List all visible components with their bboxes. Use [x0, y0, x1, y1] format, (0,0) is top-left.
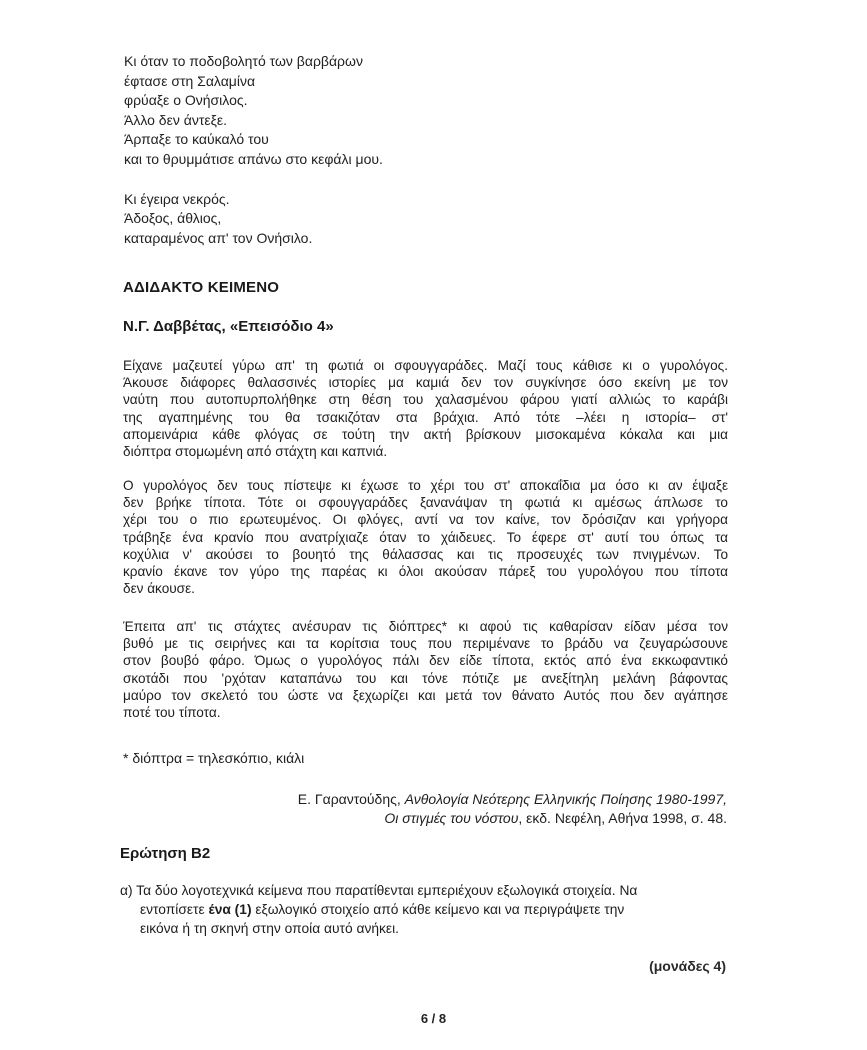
paragraph-line: Άκουσε διάφορες θαλασσινές ιστορίες μα καμιά δεν τον συγκίνησε όσο εκείνη με τον	[123, 375, 728, 391]
paragraph-line: ναύτη που αυτοπυρπολήθηκε στη θέση του χαλασμένου φάρου γιατί αλλιώς το καράβι	[123, 392, 728, 408]
question-line: α) Τα δύο λογοτεχνικά κείμενα που παρατίθενται εμπεριέχουν εξωλογικά στοιχεία. Να	[120, 883, 638, 898]
source-citation	[298, 790, 727, 828]
poem-line: έφτασε στη Σαλαμίνα	[124, 72, 256, 89]
page-number: 6 / 8	[420, 1011, 447, 1026]
paragraph-line: ποτέ του τίποτα.	[123, 705, 221, 721]
poem-line: Κι έγειρα νεκρός.	[124, 190, 230, 207]
poem-excerpt	[124, 52, 383, 248]
question-text	[120, 881, 727, 938]
paragraph-line: διόπτρα στομωμένη από στάχτη και καπνιά.	[123, 444, 388, 460]
citation-line-2	[298, 809, 727, 828]
poem-line: φρύαξε ο Ονήσιλος.	[124, 92, 248, 109]
paragraph-line: σκοτάδι που 'ρχόταν καταπάνω του και τόνε πότιζε με ανεξίτηλη μελάνη βάφοντας	[123, 670, 728, 686]
points-label: (μονάδες 4)	[649, 958, 726, 974]
poem-line: Άλλο δεν άντεξε.	[124, 111, 227, 128]
poem-line: Άρπαξε το καύκαλό του	[124, 131, 269, 148]
poem-line: Άδοξος, άθλιος,	[124, 210, 222, 227]
poem-line: Κι όταν το ποδοβολητό των βαρβάρων	[124, 53, 363, 69]
unseen-text-title: Ν.Γ. Δαββέτας, «Επεισόδιο 4»	[123, 318, 334, 335]
paragraph-line: Έπειτα απ' τις στάχτες ανέσυραν τις διόπτρες* κι αφού τις καθαρίσαν είδαν μέσα τον	[123, 619, 728, 634]
citation-line-1	[298, 790, 727, 809]
paragraph-line: κρανίο έκανε τον γύρο της παρέας κι όλοι ακούσαν πάρεξ του γυρολόγου που τίποτα	[123, 564, 728, 580]
poem-stanza-1	[124, 52, 383, 170]
paragraph-line: στον βουβό φάρο. Όμως ο γυρολόγος πάλι δεν είδε τίποτα, εκτός από ένα εκκωφαντικό	[123, 653, 728, 669]
paragraph-line: της αγαπημένης του θα τσακιζόταν στα βράχια. Από τότε –λέει η ιστορία– στ'	[123, 409, 728, 425]
footnote: * διόπτρα = τηλεσκόπιο, κιάλι	[123, 750, 305, 766]
citation-publication: , εκδ. Νεφέλη, Αθήνα 1998, σ. 48.	[518, 810, 727, 826]
citation-book: Οι στιγμές του νόστου	[384, 810, 519, 826]
paragraph-line: χέρι του ο πιο ερωτευμένος. Οι φλόγες, αντί να τον καίνε, τον δρόσιζαν και γρήγορα	[123, 512, 728, 528]
paragraph-line: τράβηξε ένα κρανίο που ανατρίχιαζε όταν το χάιδευες. Το έφερε στ' αυτί του όπως τα	[123, 529, 728, 545]
citation-anthology: Ανθολογία Νεότερης Ελληνικής Ποίησης 1980-1997,	[404, 791, 727, 807]
paragraph-line: Ο γυρολόγος δεν τους πίστεψε κι έχωσε το χέρι του στ' αποκαΐδια μα όσο κι αν έψαξε	[123, 478, 728, 493]
paragraph-line: δεν βρήκε τίποτα. Τότε οι σφουγγαράδες ξανανάψαν τη φωτιά κι αμέσως άπλωσε το	[123, 495, 728, 511]
question-text-part: εξωλογικό στοιχείο από κάθε κείμενο και να περιγράψετε την	[251, 902, 625, 917]
unseen-text-heading: ΑΔΙΔΑΚΤΟ ΚΕΙΜΕΝΟ	[123, 279, 280, 296]
question-line: εικόνα ή τη σκηνή στην οποία αυτό ανήκει.	[140, 921, 399, 936]
paragraph-line: απομεινάρια κάθε φλόγας σε τούτη την ακτή βρίσκουν μισοκαμένα κόκαλα και μια	[123, 426, 728, 442]
paragraph-line: βυθό με τις σειρήνες και τα κορίτσια τους που περιμένανε το βράδυ να ζευγαρώσουνε	[123, 636, 728, 652]
paragraph-3	[123, 618, 728, 721]
citation-author: Ε. Γαραντούδης,	[297, 791, 401, 807]
paragraph-line: Είχανε μαζευτεί γύρω απ' τη φωτιά οι σφουγγαράδες. Μαζί τους κάθισε κι ο γυρολόγος.	[123, 358, 728, 373]
paragraph-line: δεν άκουσε.	[123, 581, 195, 597]
question-emphasis: ένα (1)	[208, 902, 252, 917]
question-title: Ερώτηση Β2	[120, 845, 211, 862]
paragraph-line: κοχύλια ν' ακούσει το βουητό της θάλασσας και τις προσευχές των πνιγμένων. Το	[123, 546, 728, 562]
poem-line: καταραμένος απ' τον Ονήσιλο.	[124, 229, 313, 246]
paragraph-2	[123, 477, 728, 597]
paragraph-1	[123, 357, 728, 460]
poem-stanza-2	[124, 190, 383, 249]
poem-line: και το θρυμμάτισε απάνω στο κεφάλι μου.	[124, 150, 383, 167]
question-line	[120, 900, 727, 919]
paragraph-line: μαύρο τον σκελετό του ώστε να ξεχωρίζει και μετά τον θάνατο Αυτός που δεν αγάπησε	[123, 687, 728, 703]
question-text-part: εντοπίσετε	[140, 902, 209, 917]
